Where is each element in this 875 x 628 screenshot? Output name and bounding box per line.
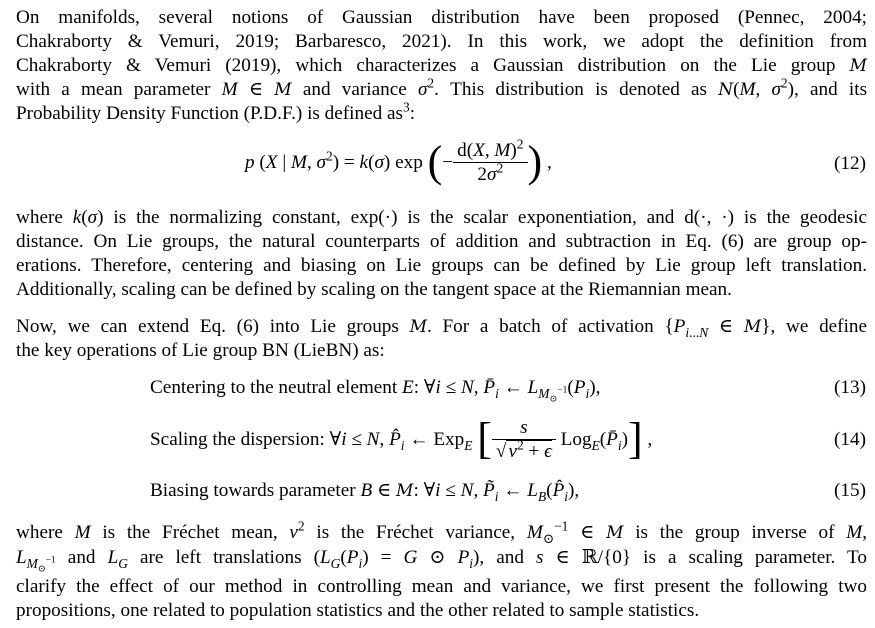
para3-l1b: . For a batch of activation [427,316,654,337]
equation-15: Biasing towards parameter B ∈ M: ∀i ≤ N, $P̃_i$ ← $L_B(P̂_i)$, [150,480,580,504]
para2-line1: where k(σ) is the normalizing constant, exp(·) is the scalar exponentiation, and d(·, ·) is the geodesic [16,207,868,228]
para1-line5 [16,99,867,126]
para1-line1: On manifolds, several notions of Gaussian distribution have been proposed (Pennec, 2004; [16,7,867,28]
para4-line1: where M is the Fréchet mean, $v^2$ is the Fréchet variance, $M_⊙^{-1}$ ∈ M is the group inverse of M, [16,518,868,546]
para3-line1: Now, we can extend Eq. (6) into Lie groups M. For a batch of activation {$P_{i...N}$ ∈ M}, we define [16,316,868,340]
para1-line4d: , and its [794,79,868,100]
footnote-marker: 3 [403,99,410,115]
para1-line5-text: Probability Density Function (P.D.F.) is defined as [16,103,403,124]
para2-l1a: where [16,207,63,228]
equation-13: Centering to the neutral element E: ∀i ≤ N, $P̄_i$ ← $L_{M_⊙^{-1}}(P_i)$, [150,377,601,405]
para1-line3: Chakraborty & Vemuri (2019), which characterizes a Gaussian distribution on the Lie group M [16,55,867,76]
eq13-label: Centering to the neutral element [150,377,398,398]
para4-line3: clarify the effect of our method in controlling mean and variance, we first present the following two [16,576,867,597]
para1-line4: with a mean parameter M ∈ M and variance $\sigma^2$. This distribution is denoted as N(M, $\sigma^2$), and its [16,75,868,100]
para4-l1b: is the Fréchet mean, [102,522,278,543]
para4-line4: propositions, one related to population statistics and the other related to sample statistics. [16,600,700,621]
para4-l1d: is the group inverse of [635,522,835,543]
para1-line4c: . This distribution is denoted as [434,79,707,100]
para2-line2: distance. On Lie groups, the natural counterparts of addition and subtraction in Eq. (6) are group op- [16,231,867,252]
para1-line3-text: Chakraborty & Vemuri (2019), which characterizes a Gaussian distribution on the Lie group [16,55,836,76]
equation-15-number: (15) [834,480,866,501]
para1-line4a: with a mean parameter [16,79,211,100]
para4-line2: $L_{M_⊙^{-1}}$ and $L_G$ are left translations ($L_G(P_i) = G$ ⊙ $P_i$), and s ∈ ℝ/{0} is a scaling parameter. To [16,547,868,575]
para4-l1c: is the Fréchet variance, [316,522,516,543]
equation-13-number: (13) [834,377,866,398]
equation-12-number: (12) [834,153,866,174]
para3-line2: the key operations of Lie group BN (LieBN) as: [16,340,385,361]
para1-line5-end: : [409,103,416,124]
para4-l2a: and [67,547,96,568]
para4-l2b: are left translations [140,547,302,568]
para4-l1a: where [16,522,63,543]
para1-line4b: and variance [302,79,407,100]
para2-line4: Additionally, scaling can be defined by scaling on the tangent space at the Riemannian mean. [16,279,732,300]
eq14-label: Scaling the dispersion: [150,429,325,450]
para3-l1c: , we define [770,316,868,337]
equation-12: p (X | M, $\sigma^2) = k(\sigma)$ exp (− $\frac{d(X, M)^2}{2\sigma^2}$ ) , [245,136,552,186]
equation-14-number: (14) [834,429,866,450]
para2-line3: erations. Therefore, centering and biasing on Lie groups can be defined by Lie group left translation. [16,255,867,276]
equation-14: Scaling the dispersion: ∀i ≤ N, $P̂_i$ ← Exp$_E$ [ $\frac{s}{√ v^2 + \epsilon}$ $Log_E(P̄_i)$] , [150,413,653,463]
para2-l1d: is the geodesic [743,207,868,228]
eq15-label: Biasing towards parameter [150,480,356,501]
para1-line2: Chakraborty & Vemuri, 2019; Barbaresco, 2021). In this work, we adopt the definition from [16,31,867,52]
para4-l2c: , and [479,547,524,568]
para2-l1c: is the scalar exponentiation, and [407,207,675,228]
para3-l1a: Now, we can extend Eq. (6) into Lie groups [16,316,399,337]
para2-l1b: is the normalizing constant, [113,207,341,228]
para4-l2d: is a scaling parameter. To [643,547,868,568]
